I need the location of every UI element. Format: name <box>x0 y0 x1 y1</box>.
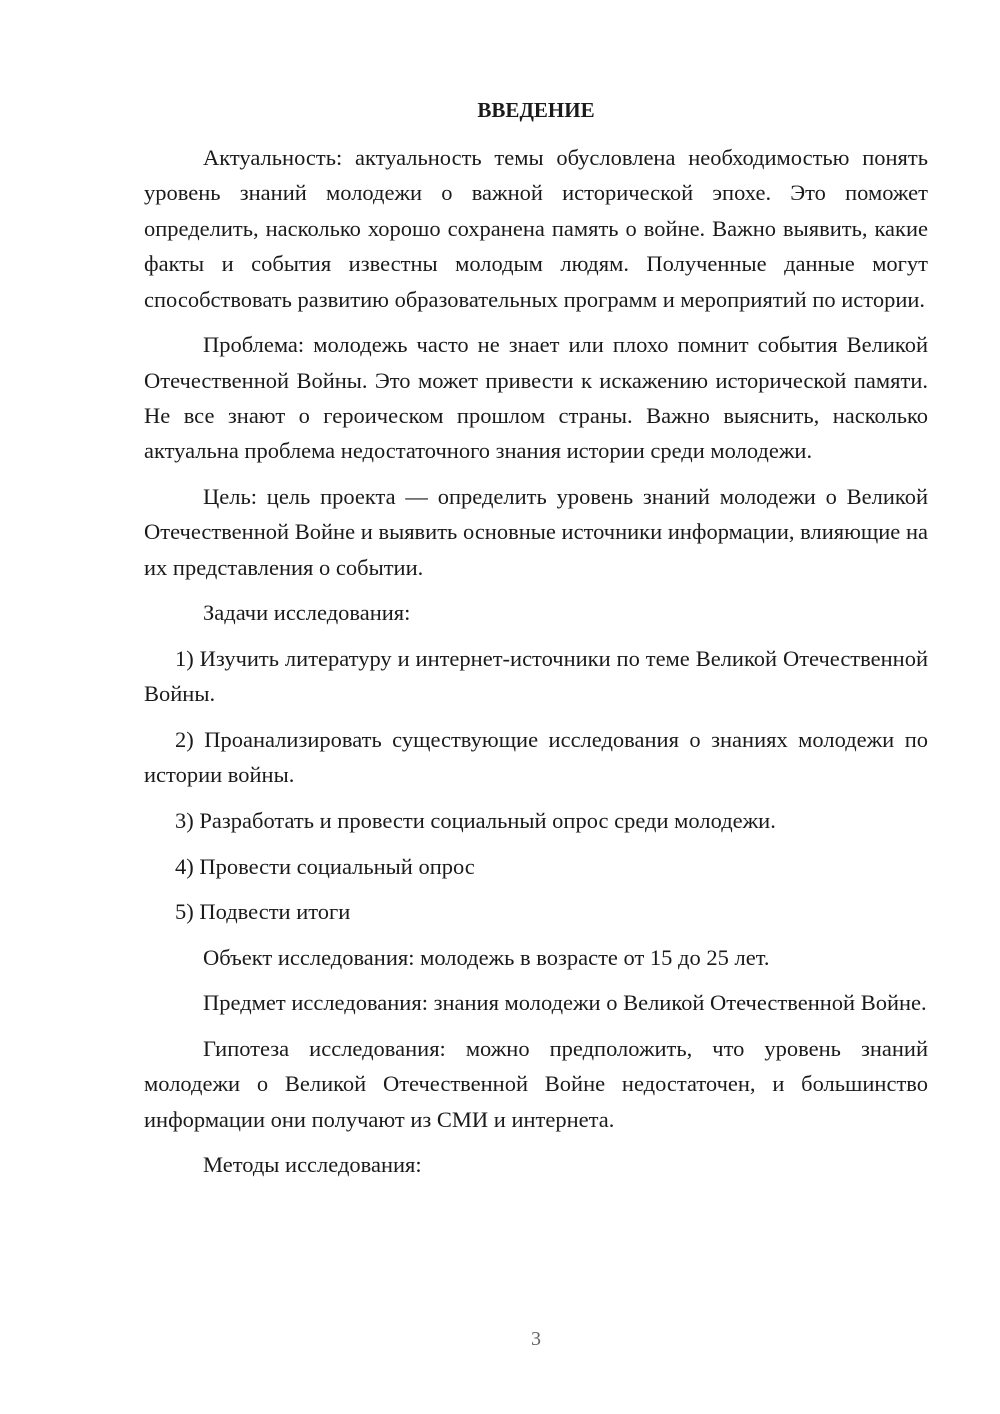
task-item-1: 1) Изучить литературу и интернет-источники по теме Великой Отечественной Войны. <box>144 646 928 707</box>
page-title: ВВЕДЕНИЕ <box>477 98 595 122</box>
page-number: 3 <box>531 1328 541 1350</box>
goal-paragraph: Цель: цель проекта — определить уровень знаний молодежи о Великой Отечественной Войне и выявить основные источники информации, влияющие на их представления о событии. <box>144 484 928 580</box>
task-item-5: 5) Подвести итоги <box>175 899 351 925</box>
task-item-2: 2) Проанализировать существующие исследования о знаниях молодежи по истории войны. <box>144 727 928 788</box>
methods-heading: Методы исследования: <box>203 1152 422 1178</box>
problem-paragraph: Проблема: молодежь часто не знает или плохо помнит события Великой Отечественной Войны. Это может привести к искажению исторической памяти. Не все знают о героическом прошлом страны. Важно выяснить, насколько актуальна проблема недостаточного знания истории среди молодежи. <box>144 332 928 464</box>
task-item-3: 3) Разработать и провести социальный опрос среди молодежи. <box>175 808 776 834</box>
relevance-paragraph: Актуальность: актуальность темы обусловлена необходимостью понять уровень знаний молодежи о важной исторической эпохе. Это поможет определить, насколько хорошо сохранена память о войне. Важно выявить, какие факты и события известны молодым людям. Полученные данные могут способствовать развитию образовательных программ и мероприятий по истории. <box>144 145 928 312</box>
hypothesis-paragraph: Гипотеза исследования: можно предположить, что уровень знаний молодежи о Великой Отечественной Войне недостаточен, и большинство информации они получают из СМИ и интернета. <box>144 1036 928 1132</box>
subject-paragraph: Предмет исследования: знания молодежи о Великой Отечественной Войне. <box>203 990 927 1016</box>
tasks-heading: Задачи исследования: <box>203 600 411 626</box>
page-content <box>144 92 928 1193</box>
task-item-4: 4) Провести социальный опрос <box>175 853 475 879</box>
object-paragraph: Объект исследования: молодежь в возрасте от 15 до 25 лет. <box>203 944 770 970</box>
